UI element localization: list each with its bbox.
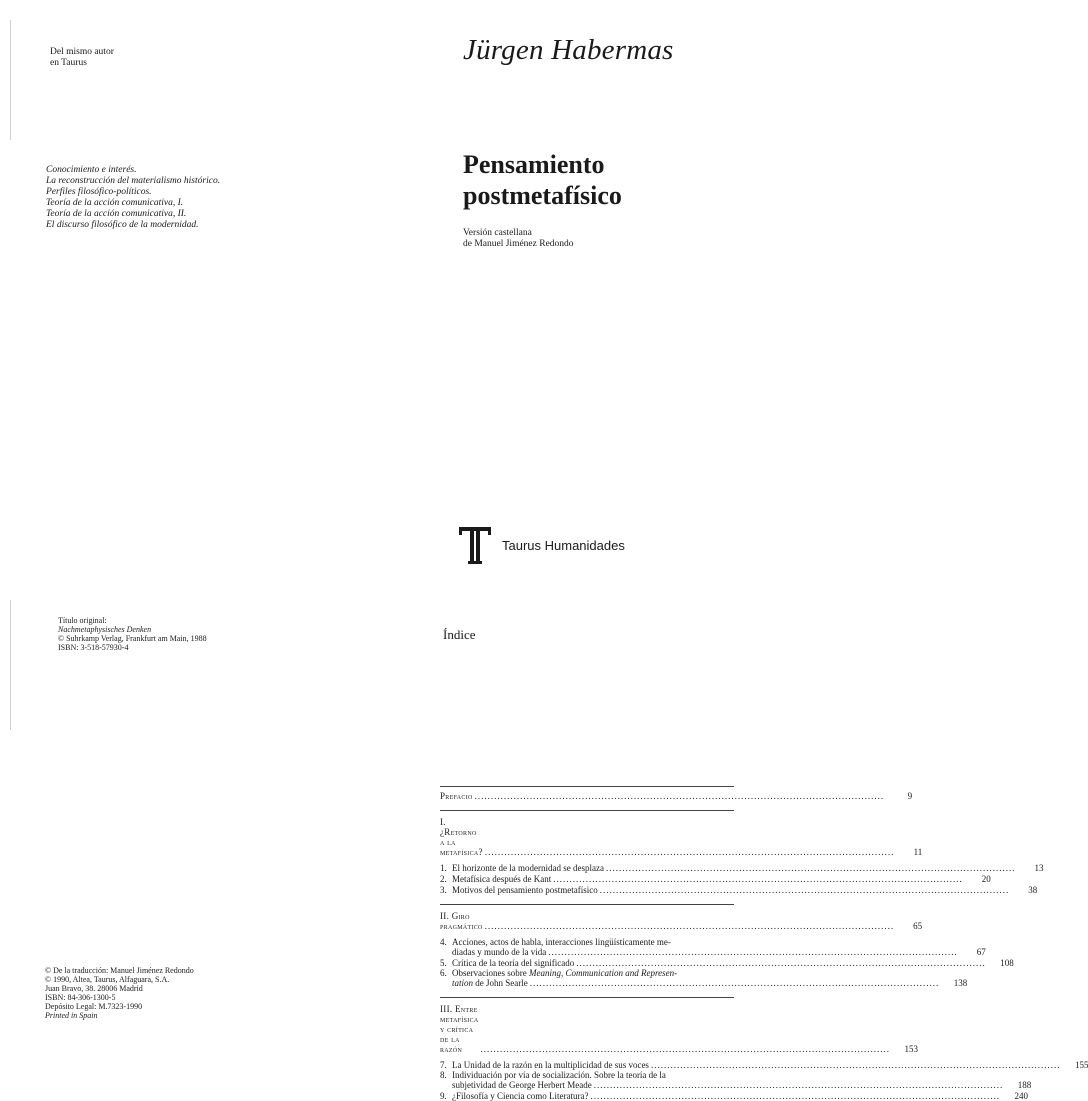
book-title: El discurso filosófico de la modernidad. [46, 220, 199, 230]
book-title: Perfiles filosófico-políticos. [46, 187, 152, 197]
toc-item: 7. La Unidad de la razón en la multiplicidad de sus voces .............................................................................................................................. 155 [440, 1060, 1088, 1070]
same-author-header: Del mismo autor en Taurus [50, 47, 114, 68]
toc-entry-prefacio: Prefacio .............................................................................................................................. 9 [440, 791, 913, 801]
book-title: Teoría de la acción comunicativa, II. [46, 209, 187, 219]
toc-divider [440, 997, 734, 998]
author-name: Jürgen Habermas [463, 34, 674, 66]
credits-block: © De la traducción: Manuel Jiménez Redondo © 1990, Altea, Taurus, Alfaguara, S.A. Juan Bravo, 38. 28006 Madrid ISBN: 84-306-1300-5 Depósito Legal: M.7323-1990 Printed in Spain [45, 966, 194, 1020]
original-title-block: Título original: Nachmetaphysisches Denken © Suhrkamp Verlag, Frankfurt am Main, 1988 ISBN: 3-518-57930-4 [58, 616, 207, 652]
index-heading: Índice [443, 627, 476, 642]
table-of-contents [440, 786, 1088, 1101]
page-edge-shadow [10, 20, 11, 140]
toc-item: 1. El horizonte de la modernidad se desplaza .............................................................................................................................. 13 [440, 863, 1044, 873]
page-edge-shadow [10, 600, 11, 730]
book-title: Conocimiento e interés. [46, 165, 137, 175]
book-title: Teoría de la acción comunicativa, I. [46, 198, 184, 208]
translation-credit: Versión castellana de Manuel Jiménez Redondo [463, 228, 574, 249]
toc-section-2: II. Giro pragmático .............................................................................................................................. 65 [440, 911, 923, 931]
toc-item: 8. Individuación por vía de socialización. Sobre la teoría de la subjetividad de George Herbert Meade .............................................................................................................................. 188 [440, 1070, 1032, 1090]
toc-item: 2. Metafísica después de Kant .............................................................................................................................. 20 [440, 874, 991, 884]
series-mark [458, 525, 625, 565]
toc-item: 4. Acciones, actos de habla, interacciones lingüísticamente me- diadas y mundo de la vida .............................................................................................................................. 67 [440, 937, 986, 957]
toc-section-1: I. ¿Retorno a la metafísica? .............................................................................................................................. 11 [440, 817, 923, 857]
book-title: La reconstrucción del materialismo histórico. [46, 176, 221, 186]
toc-section-3: III. Entre metafísica y crítica de la razón .............................................................................................................................. 153 [440, 1004, 919, 1054]
toc-divider [440, 810, 734, 811]
toc-item: 6. Observaciones sobre Meaning, Communication and Represen- tation de John Searle .............................................................................................................................. 138 [440, 968, 968, 988]
book-list [46, 165, 220, 231]
toc-item: 3. Motivos del pensamiento postmetafísico .............................................................................................................................. 38 [440, 885, 1038, 895]
toc-divider [440, 786, 734, 787]
toc-divider [440, 904, 734, 905]
taurus-t-logo-icon [458, 525, 492, 565]
toc-item: 5. Crítica de la teoría del significado .............................................................................................................................. 108 [440, 958, 1014, 968]
book-title-heading: Pensamiento postmetafísico [463, 150, 622, 210]
toc-item: 9. ¿Filosofía y Ciencia como Literatura? .............................................................................................................................. 240 [440, 1091, 1028, 1101]
series-name: Taurus Humanidades [502, 537, 625, 553]
